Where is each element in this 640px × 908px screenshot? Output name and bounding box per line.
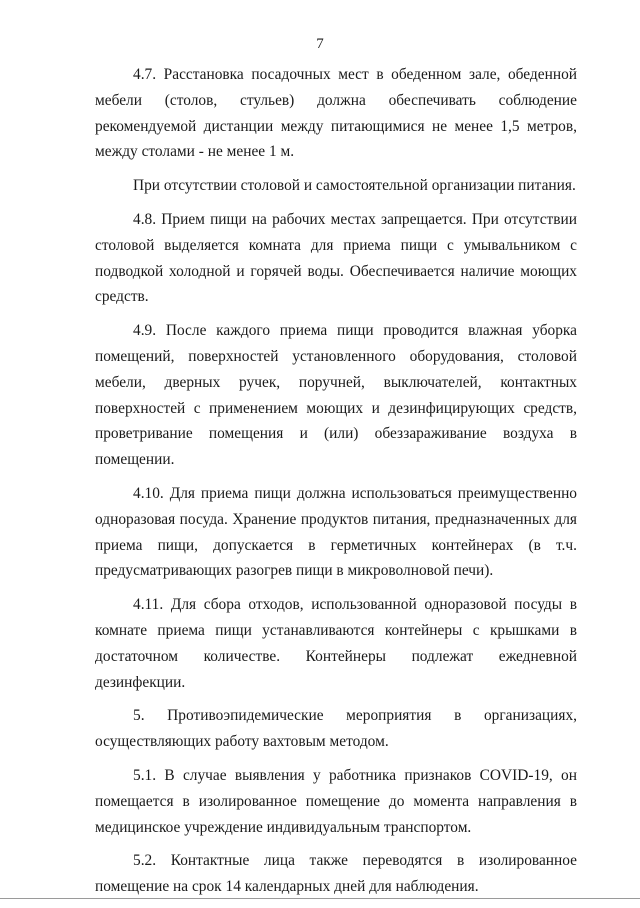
scan-edge-line <box>0 898 640 899</box>
paragraph-4-9: 4.9. После каждого приема пищи проводится влажная уборка помещений, поверхностей установленного оборудования, столовой мебели, дверных ручек, поручней, выключателей, контактных поверхностей с применением моющих и дезинфицирующих средств, проветривание помещения и (или) обеззараживание воздуха в помещении. <box>95 322 577 469</box>
paragraph-4-11: 4.11. Для сбора отходов, использованной одноразовой посуды в комнате приема пищи устанавливаются контейнеры с крышками в достаточном количестве. Контейнеры подлежат ежедневной дезинфекции. <box>95 596 577 691</box>
document-body <box>95 62 577 908</box>
paragraph-4-8: 4.8. Прием пищи на рабочих местах запрещается. При отсутствии столовой выделяется комната для приема пищи с умывальником с подводкой холодной и горячей воды. Обеспечивается наличие моющих средств. <box>95 210 577 306</box>
paragraph-5-2: 5.2. Контактные лица также переводятся в изолированное помещение на срок 14 календарных дней для наблюдения. <box>95 852 577 896</box>
paragraph-4-10: 4.10. Для приема пищи должна использоваться преимущественно одноразовая посуда. Хранение продуктов питания, предназначенных для приема пищи, допускается в герметичных контейнерах (в т.ч. предусматривающих разогрев пищи в микроволновой печи). <box>95 484 577 580</box>
page-number: 7 <box>316 36 324 52</box>
section-5-heading: 5. Противоэпидемические мероприятия в организациях, осуществляющих работу вахтовым методом. <box>95 707 577 751</box>
paragraph-no-canteen-heading: При отсутствии столовой и самостоятельной организации питания. <box>133 177 576 195</box>
paragraph-5-1: 5.1. В случае выявления у работника признаков COVID-19, он помещается в изолированное помещение до момента направления в медицинское учреждение индивидуальным транспортом. <box>95 766 577 836</box>
paragraph-4-7: 4.7. Расстановка посадочных мест в обеденном зале, обеденной мебели (столов, стульев) должна обеспечивать соблюдение рекомендуемой дистанции между питающимися не менее 1,5 метров, между столами - не менее 1 м. <box>95 66 577 161</box>
